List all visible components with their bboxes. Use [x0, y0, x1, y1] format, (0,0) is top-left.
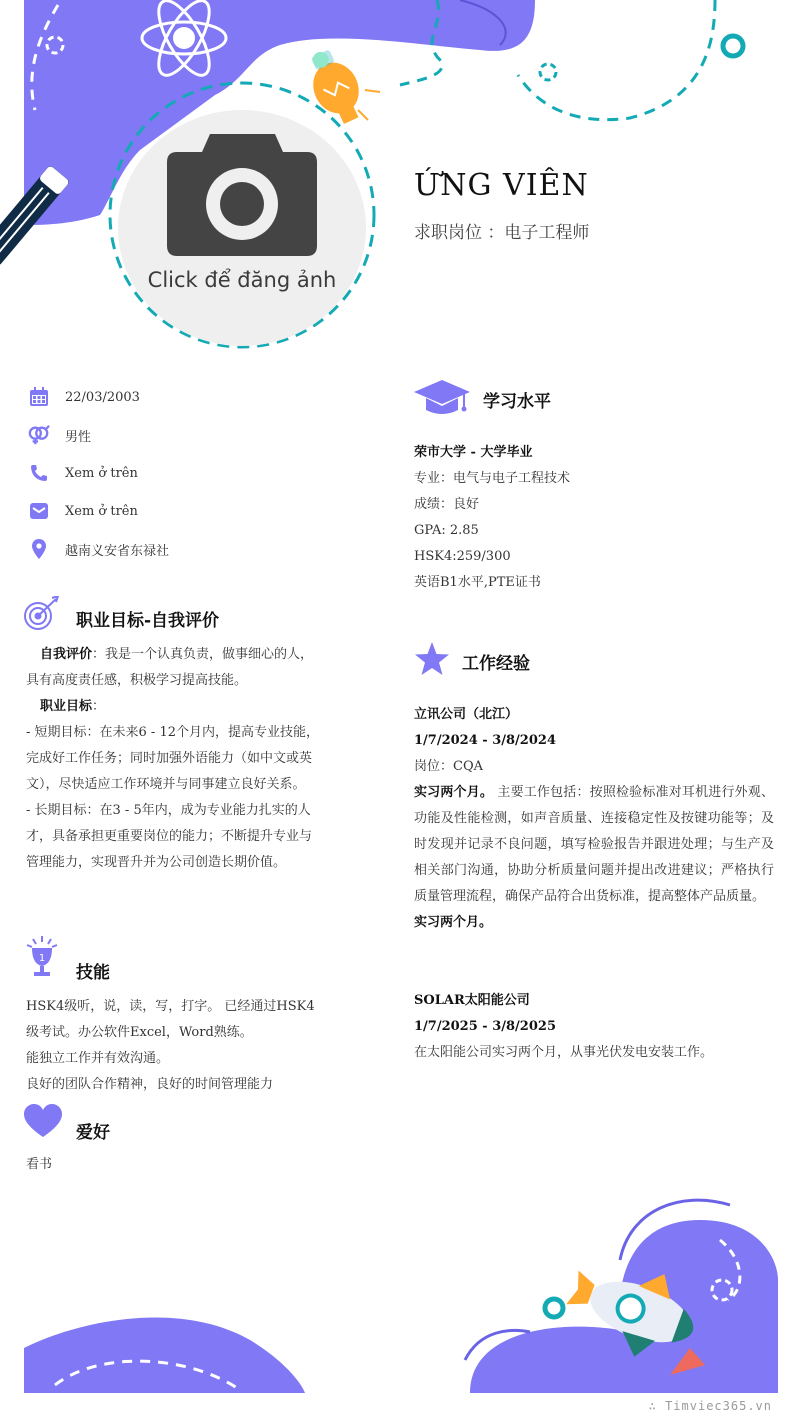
address-row: [28, 536, 169, 562]
job-dates: 1/7/2025 - 3/8/2025: [414, 1019, 556, 1034]
job-description: 在太阳能公司实习两个月，从事光伏发电安装工作。: [414, 1045, 714, 1060]
camera-icon: [165, 126, 319, 260]
short-term-goal: - 短期目标：在未来6 - 12个月内，提高专业技能，完成好工作任务；同时加强外语能力（如中文或英文），尽快适应工作环境并与同事建立良好关系。: [26, 725, 319, 792]
photo-placeholder[interactable]: [118, 110, 366, 346]
lightbulb-icon: [299, 42, 371, 129]
job-desc-text: 主要工作包括：按照检验标准对耳机进行外观、功能及性能检测，如声音质量、连接稳定性及按键功能等；及时发现并记录不良问题，填写检验报告并跟进处理；与生产及相关部门沟通，协助分析质量问题并提出改进建议；严格执行质量管理流程，确保产品符合出货标准，提高整体产品质量。: [414, 785, 774, 904]
target-icon: [24, 596, 58, 630]
footer-decoration: [0, 1180, 800, 1419]
graduation-cap-icon: [414, 378, 470, 416]
job-entry: [414, 702, 774, 936]
skill-line: 能独立工作并有效沟通。: [26, 1051, 170, 1066]
watermark: ∴ Timviec365.vn: [648, 1399, 772, 1413]
skills-content: [26, 994, 322, 1098]
heart-icon: [24, 1104, 62, 1138]
job-role: 岗位：CQA: [414, 759, 483, 774]
job-entry: [414, 988, 774, 1066]
candidate-name: ỨNG VIÊN: [414, 168, 589, 203]
education-line: HSK4:259/300: [414, 549, 511, 564]
header-decoration: [0, 0, 800, 360]
experience-title: 工作经验: [462, 654, 530, 674]
education-line: GPA: 2.85: [414, 523, 479, 538]
mail-icon: [28, 500, 50, 522]
job-lead: 实习两个月。: [414, 785, 494, 800]
objective-content: [26, 642, 322, 876]
location-icon: [28, 538, 50, 560]
job-tail: 实习两个月。: [414, 915, 493, 930]
job-dates: 1/7/2024 - 3/8/2024: [414, 733, 556, 748]
long-term-goal: - 长期目标：在3 - 5年内，成为专业能力扎实的人才，具备承担更重要岗位的能力；不断提升专业与管理能力，实现晋升并为公司创造长期价值。: [26, 803, 313, 870]
skill-line: HSK4级听，说，读，写，打字。 已经通过HSK4级考试。办公软件Excel，Word熟练。: [26, 999, 315, 1040]
email-row: [28, 498, 138, 524]
education-content: [414, 440, 778, 596]
education-line: 英语B1水平,PTE证书: [414, 575, 541, 590]
email-value: Xem ở trên: [65, 503, 138, 519]
job-company: SOLAR太阳能公司: [414, 993, 530, 1008]
education-line: 成绩：良好: [414, 497, 480, 512]
photo-upload-label: Click để đăng ảnh: [147, 268, 337, 292]
education-line: 专业：电气与电子工程技术: [414, 471, 571, 486]
objective-title: 职业目标-自我评价: [76, 611, 220, 631]
gender-value: 男性: [65, 429, 92, 445]
gender-row: [28, 422, 91, 448]
goal-colon: ：: [92, 699, 106, 714]
birthdate-value: 22/03/2003: [65, 389, 140, 405]
hobbies-text: 看书: [26, 1157, 53, 1172]
goal-heading: [26, 694, 322, 720]
self-eval-label: 自我评价: [40, 647, 93, 662]
gender-icon: [28, 424, 50, 446]
education-title: 学习水平: [483, 392, 551, 412]
school-name: 荣市大学 - 大学毕业: [414, 445, 533, 460]
job-position: 求职岗位 ：电子工程师: [414, 223, 590, 243]
self-eval-text: ：我是一个认真负责，做事细心的人，具有高度责任感，积极学习提高技能。: [26, 647, 314, 688]
job-description: [414, 780, 774, 910]
phone-icon: [28, 462, 50, 484]
phone-row: [28, 460, 138, 486]
goal-label: 职业目标: [40, 699, 93, 714]
star-icon: [414, 642, 450, 676]
birthdate-row: [28, 384, 140, 410]
svg-text:1: 1: [38, 953, 46, 964]
skill-line: 良好的团队合作精神，良好的时间管理能力: [26, 1077, 274, 1092]
job-company: 立讯公司（北江）: [414, 707, 519, 722]
skills-title: 技能: [76, 963, 110, 983]
phone-value: Xem ở trên: [65, 465, 138, 481]
self-eval-paragraph: [26, 642, 322, 694]
trophy-icon: [26, 936, 58, 978]
hobbies-title: 爱好: [76, 1123, 110, 1143]
calendar-icon: [28, 386, 50, 408]
address-value: 越南义安省东禄社: [65, 543, 170, 559]
